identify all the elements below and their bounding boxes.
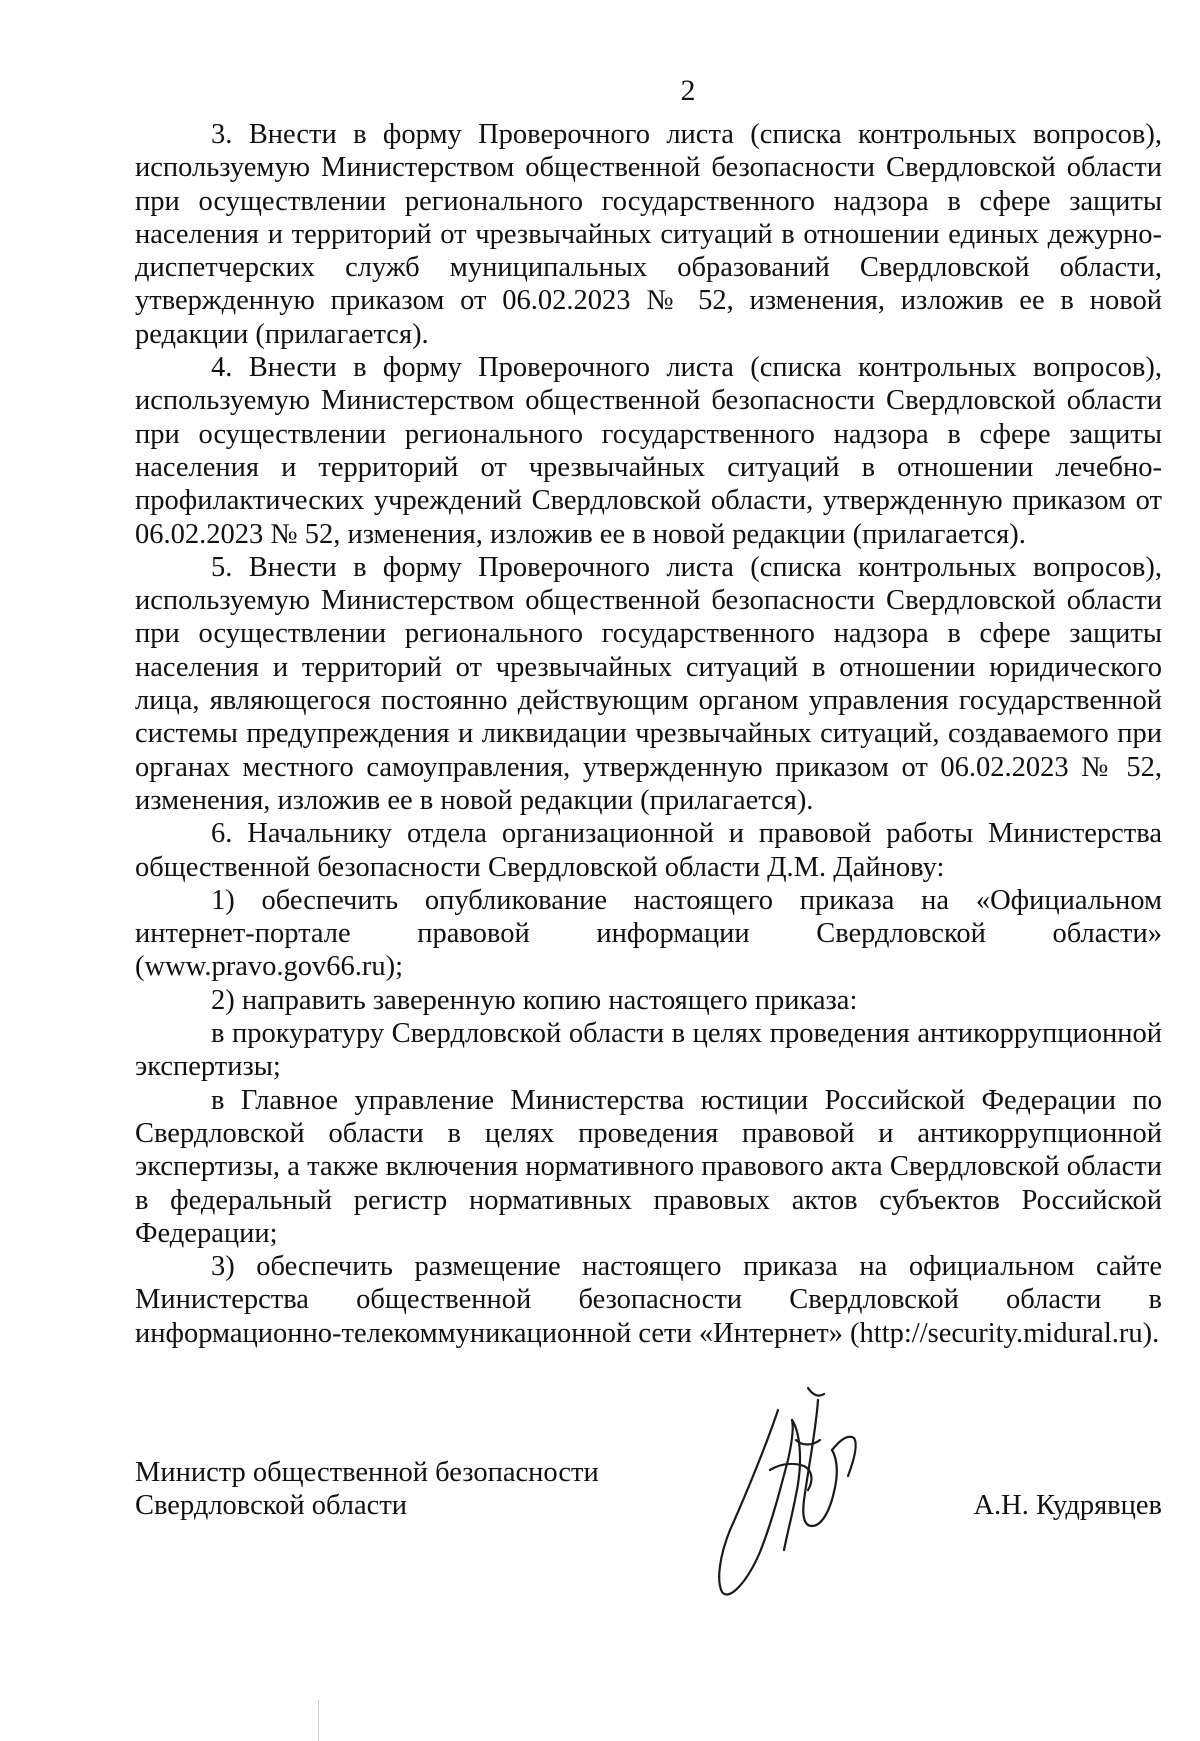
paragraph-item-3: 3. Внести в форму Проверочного листа (списка контрольных вопросов), используемую Министерством общественной безопасности Свердловской области при осуществлении регионального государственного надзора в сфере защиты населения и территорий от чрезвычайных ситуаций в отношении единых дежурно-диспетчерских служб муниципальных образований Свердловской области, утвержденную приказом от 06.02.2023 № 52, изменения, изложив ее в новой редакции (прилагается). [135, 119, 1162, 350]
scan-divider [318, 1700, 319, 1741]
signatory-title [135, 1456, 599, 1523]
paragraph-item-4: 4. Внести в форму Проверочного листа (списка контрольных вопросов), используемую Министерством общественной безопасности Свердловской области при осуществлении регионального государственного надзора в сфере защиты населения и территорий от чрезвычайных ситуаций в отношении лечебно-профилактических учреждений Свердловской области, утвержденную приказом от 06.02.2023 № 52, изменения, изложив ее в новой редакции (прилагается). [135, 352, 1162, 550]
signature-block [135, 1456, 1162, 1576]
signatory-title-line: Свердловской области [135, 1490, 408, 1522]
page-number: 2 [680, 74, 696, 107]
signatory-title-line: Министр общественной безопасности [135, 1457, 599, 1488]
paragraph-subitem-3: 3) обеспечить размещение настоящего приказа на официальном сайте Министерства общественной безопасности Свердловской области в информационно-телекоммуникационной сети «Интернет» (http://security.midural.ru). [135, 1251, 1162, 1349]
paragraph-item-5: 5. Внести в форму Проверочного листа (списка контрольных вопросов), используемую Министерством общественной безопасности Свердловской области при осуществлении регионального государственного надзора в сфере защиты населения и территорий от чрезвычайных ситуаций в отношении юридического лица, являющегося постоянно действующим органом управления государственной системы предупреждения и ликвидации чрезвычайных ситуаций, создаваемого при органах местного самоуправления, утвержденную приказом от 06.02.2023 № 52, изменения, изложив ее в новой редакции (прилагается). [135, 551, 1162, 816]
paragraph-justice-ministry: в Главное управление Министерства юстиции Российской Федерации по Свердловской области в целях проведения правовой и антикоррупционной экспертизы, а также включения нормативного правового акта Свердловской области в федеральный регистр нормативных правовых актов субъектов Российской Федерации; [135, 1084, 1162, 1249]
signatory-name: А.Н. Кудрявцев [973, 1490, 1162, 1521]
paragraph-item-6: 6. Начальнику отдела организационной и правовой работы Министерства общественной безопасности Свердловской области Д.М. Дайнову: [135, 818, 1162, 883]
paragraph-subitem-2: 2) направить заверенную копию настоящего приказа: [211, 984, 858, 1016]
paragraph-prosecutor: в прокуратуру Свердловской области в целях проведения антикоррупционной экспертизы; [135, 1018, 1162, 1083]
document-body [135, 118, 1162, 1350]
paragraph-subitem-1: 1) обеспечить опубликование настоящего приказа на «Официальном интернет-портале правовой информации Свердловской области» (www.pravo.gov66.ru); [135, 884, 1162, 983]
